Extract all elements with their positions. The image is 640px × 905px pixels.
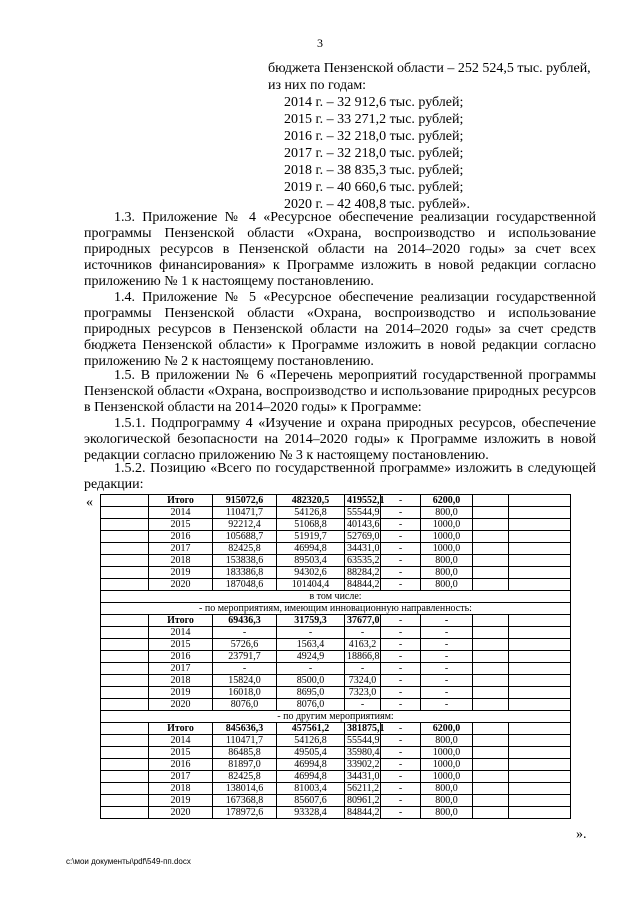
table-cell-empty — [473, 807, 509, 819]
table-cell-empty — [101, 639, 149, 651]
table-cell: - — [381, 579, 421, 591]
table-cell: - — [381, 759, 421, 771]
table-cell: - — [213, 663, 277, 675]
table-cell: - — [381, 627, 421, 639]
table-cell: - — [381, 615, 421, 627]
budget-table — [100, 494, 571, 819]
table-cell: 187048,6 — [213, 579, 277, 591]
table-cell: - — [381, 639, 421, 651]
table-cell: - — [381, 567, 421, 579]
table-cell-empty — [101, 567, 149, 579]
table-cell-empty — [509, 747, 571, 759]
table-cell-empty — [509, 807, 571, 819]
table-cell: 110471,7 — [213, 507, 277, 519]
table-cell: 37677,0 — [345, 615, 381, 627]
table-cell: 46994,8 — [277, 543, 345, 555]
page-number: 3 — [317, 36, 323, 50]
table-cell-empty — [473, 495, 509, 507]
table-cell: 89503,4 — [277, 555, 345, 567]
table-cell: - — [381, 531, 421, 543]
paragraph-1-5-1 — [84, 416, 596, 464]
table-row — [101, 759, 571, 771]
paragraph-text: 1.4. Приложение № 5 «Ресурсное обеспечение реализации государственной программы Пензенской области «Охрана, воспроизводство и использование природных ресурсов в Пензенской области на 2014–2020 годы» за счет средств бюджета Пензенской области» к Программе изложить в новой редакции согласно приложению № 2 к настоящему постановлению. — [84, 290, 596, 369]
table-row — [101, 627, 571, 639]
table-cell: - — [381, 663, 421, 675]
table-cell-empty — [101, 735, 149, 747]
table-cell: - — [421, 663, 473, 675]
table-cell-empty — [473, 615, 509, 627]
budget-year-line: 2016 г. – 32 218,0 тыс. рублей; — [284, 129, 464, 144]
table-cell: 6200,0 — [421, 723, 473, 735]
table-cell: 8076,0 — [277, 699, 345, 711]
table-cell: 381875,1 — [345, 723, 381, 735]
table-cell-empty — [509, 795, 571, 807]
table-cell: 82425,8 — [213, 771, 277, 783]
table-cell: 40143,6 — [345, 519, 381, 531]
table-cell-empty — [509, 663, 571, 675]
table-row-label: 2016 — [149, 531, 213, 543]
table-cell-empty — [473, 567, 509, 579]
table-row-label: 2020 — [149, 579, 213, 591]
table-section-caption: - по другим мероприятиям: — [101, 711, 571, 723]
table-cell-empty — [101, 519, 149, 531]
table-section-row — [101, 711, 571, 723]
table-cell: - — [381, 543, 421, 555]
table-cell-empty — [101, 495, 149, 507]
table-cell: 8076,0 — [213, 699, 277, 711]
paragraph-text: 1.5.2. Позицию «Всего по государственной программе» изложить в следующей редакции: — [84, 461, 596, 492]
table-cell-empty — [101, 759, 149, 771]
table-cell-empty — [473, 747, 509, 759]
table-cell-empty — [509, 519, 571, 531]
table-cell: 101404,4 — [277, 579, 345, 591]
table-cell: 457561,2 — [277, 723, 345, 735]
table-cell-empty — [101, 687, 149, 699]
paragraph-1-3 — [84, 210, 596, 290]
table-cell: 183386,8 — [213, 567, 277, 579]
table-row-label: Итого — [149, 615, 213, 627]
table-cell-empty — [473, 687, 509, 699]
table-cell: - — [381, 495, 421, 507]
table-cell-empty — [473, 519, 509, 531]
table-cell: 482320,5 — [277, 495, 345, 507]
table-cell: 56211,2 — [345, 783, 381, 795]
table-cell: 800,0 — [421, 807, 473, 819]
table-row — [101, 699, 571, 711]
table-row-label: 2020 — [149, 807, 213, 819]
table-row — [101, 807, 571, 819]
table-cell-empty — [509, 567, 571, 579]
table-row-label: Итого — [149, 495, 213, 507]
budget-year-line: 2019 г. – 40 660,6 тыс. рублей; — [284, 180, 464, 195]
table-cell-empty — [473, 507, 509, 519]
table-cell: 81897,0 — [213, 759, 277, 771]
table-cell: 915072,6 — [213, 495, 277, 507]
table-cell-empty — [473, 639, 509, 651]
table-cell: 31759,3 — [277, 615, 345, 627]
table-cell: 51068,8 — [277, 519, 345, 531]
table-cell: 800,0 — [421, 555, 473, 567]
table-row — [101, 687, 571, 699]
table-cell: 7323,0 — [345, 687, 381, 699]
table-cell: 94302,6 — [277, 567, 345, 579]
table-row — [101, 519, 571, 531]
table-cell-empty — [509, 507, 571, 519]
table-row-label: 2014 — [149, 507, 213, 519]
table-cell: - — [345, 663, 381, 675]
table-cell: - — [421, 615, 473, 627]
table-row-label: 2019 — [149, 687, 213, 699]
budget-year-line: 2014 г. – 32 912,6 тыс. рублей; — [284, 95, 464, 110]
table-cell: - — [277, 663, 345, 675]
table-row — [101, 783, 571, 795]
table-cell: 1000,0 — [421, 759, 473, 771]
table-cell: - — [381, 675, 421, 687]
paragraph-text: 1.5.1. Подпрограмму 4 «Изучение и охрана природных ресурсов, обеспечение экологической безопасности на 2014–2020 годы» к Программе изложить в новой редакции согласно приложению № 3 к настоящему постановлению. — [84, 416, 596, 463]
table-cell: 18866,8 — [345, 651, 381, 663]
table-cell: - — [345, 699, 381, 711]
table-row-label: 2016 — [149, 759, 213, 771]
table-row-label: 2016 — [149, 651, 213, 663]
paragraph-1-4 — [84, 290, 596, 370]
table-row-label: 2019 — [149, 567, 213, 579]
table-cell: 46994,8 — [277, 759, 345, 771]
table-row — [101, 555, 571, 567]
table-cell-empty — [473, 759, 509, 771]
table-row — [101, 615, 571, 627]
table-cell: 1000,0 — [421, 747, 473, 759]
table-cell-empty — [509, 543, 571, 555]
budget-year-line: 2018 г. – 38 835,3 тыс. рублей; — [284, 163, 464, 178]
table-cell: 52769,0 — [345, 531, 381, 543]
table-cell: 55544,9 — [345, 735, 381, 747]
paragraph-1-5 — [84, 368, 596, 416]
table-row-label: 2014 — [149, 627, 213, 639]
table-cell-empty — [509, 759, 571, 771]
table-cell: 82425,8 — [213, 543, 277, 555]
table-cell-empty — [101, 783, 149, 795]
paragraph-text: 1.5. В приложении № 6 «Перечень мероприятий государственной программы Пензенской области «Охрана, воспроизводство и использование природных ресурсов в Пензенской области на 2014–2020 годы» к Программе: — [84, 368, 596, 415]
table-cell: 92212,4 — [213, 519, 277, 531]
budget-year-line: 2020 г. – 42 408,8 тыс. рублей». — [284, 197, 470, 212]
table-cell: 1563,4 — [277, 639, 345, 651]
table-cell: 85607,6 — [277, 795, 345, 807]
table-row — [101, 735, 571, 747]
table-cell: 800,0 — [421, 735, 473, 747]
table-cell-empty — [101, 699, 149, 711]
table-cell-empty — [473, 531, 509, 543]
file-path-footer: c:\мои документы\pdf\549-пп.docx — [66, 857, 191, 866]
table-row-label: 2017 — [149, 771, 213, 783]
table-cell: 1000,0 — [421, 519, 473, 531]
quote-open: « — [86, 495, 93, 510]
table-cell: 46994,8 — [277, 771, 345, 783]
table-cell-empty — [509, 771, 571, 783]
table-cell: 110471,7 — [213, 735, 277, 747]
table-cell-empty — [509, 651, 571, 663]
table-cell: - — [421, 687, 473, 699]
table-row — [101, 639, 571, 651]
budget-year-line: 2017 г. – 32 218,0 тыс. рублей; — [284, 146, 464, 161]
table-cell: 34431,0 — [345, 771, 381, 783]
table-cell: 4924,9 — [277, 651, 345, 663]
table-cell: - — [381, 699, 421, 711]
table-cell: - — [381, 519, 421, 531]
table-cell-empty — [101, 795, 149, 807]
table-cell-empty — [473, 723, 509, 735]
table-cell-empty — [509, 555, 571, 567]
table-cell-empty — [509, 579, 571, 591]
table-cell-empty — [509, 675, 571, 687]
table-cell: 86485,8 — [213, 747, 277, 759]
table-cell-empty — [101, 723, 149, 735]
table-cell: 33902,2 — [345, 759, 381, 771]
table-cell-empty — [473, 795, 509, 807]
table-cell-empty — [509, 639, 571, 651]
table-row-label: 2019 — [149, 795, 213, 807]
table-cell: - — [381, 555, 421, 567]
table-row-label: 2015 — [149, 639, 213, 651]
table-row — [101, 543, 571, 555]
table-cell: 54126,8 — [277, 735, 345, 747]
table-row — [101, 747, 571, 759]
table-row — [101, 675, 571, 687]
table-row — [101, 723, 571, 735]
table-cell: - — [381, 807, 421, 819]
table-cell: 8500,0 — [277, 675, 345, 687]
table-cell: 34431,0 — [345, 543, 381, 555]
table-cell-empty — [101, 771, 149, 783]
table-cell-empty — [101, 543, 149, 555]
table-cell-empty — [473, 579, 509, 591]
table-row — [101, 795, 571, 807]
table-cell: 178972,6 — [213, 807, 277, 819]
table-cell-empty — [101, 651, 149, 663]
table-cell-empty — [473, 675, 509, 687]
table-cell-empty — [101, 531, 149, 543]
table-cell: 7324,0 — [345, 675, 381, 687]
table-row-label: 2020 — [149, 699, 213, 711]
table-cell: 105688,7 — [213, 531, 277, 543]
table-cell: - — [381, 783, 421, 795]
table-cell: 69436,3 — [213, 615, 277, 627]
table-cell: - — [381, 735, 421, 747]
paragraph-text: 1.3. Приложение № 4 «Ресурсное обеспечение реализации государственной программы Пензенской области «Охрана, воспроизводство и использование природных ресурсов в Пензенской области на 2014–2020 годы» за счет всех источников финансирования» к Программе изложить в новой редакции согласно приложению № 1 к настоящему постановлению. — [84, 210, 596, 289]
table-cell: 167368,8 — [213, 795, 277, 807]
table-row-label: 2014 — [149, 735, 213, 747]
table-cell: - — [421, 699, 473, 711]
table-cell: 15824,0 — [213, 675, 277, 687]
table-cell: - — [381, 507, 421, 519]
table-cell-empty — [473, 783, 509, 795]
table-cell: 153838,6 — [213, 555, 277, 567]
table-cell-empty — [509, 687, 571, 699]
table-section-caption: - по мероприятиям, имеющим инновационную направленность: — [101, 603, 571, 615]
table-cell: 138014,6 — [213, 783, 277, 795]
table-cell: 35980,4 — [345, 747, 381, 759]
table-cell-empty — [101, 507, 149, 519]
table-cell: 6200,0 — [421, 495, 473, 507]
table-cell: 93328,4 — [277, 807, 345, 819]
table-cell: 5726,6 — [213, 639, 277, 651]
table-cell: 88284,2 — [345, 567, 381, 579]
table-cell: - — [421, 675, 473, 687]
table-section-row — [101, 603, 571, 615]
table-cell-empty — [101, 675, 149, 687]
table-cell: - — [381, 795, 421, 807]
table-cell: 49505,4 — [277, 747, 345, 759]
table-cell: 800,0 — [421, 579, 473, 591]
table-cell-empty — [509, 615, 571, 627]
table-row-label: 2018 — [149, 783, 213, 795]
table-row-label: 2018 — [149, 675, 213, 687]
table-cell-empty — [473, 543, 509, 555]
table-cell-empty — [101, 615, 149, 627]
table-cell: - — [381, 687, 421, 699]
table-cell-empty — [101, 807, 149, 819]
table-cell: - — [277, 627, 345, 639]
table-cell-empty — [509, 627, 571, 639]
table-cell-empty — [101, 747, 149, 759]
table-cell: 63535,2 — [345, 555, 381, 567]
table-cell: 23791,7 — [213, 651, 277, 663]
table-cell-empty — [473, 651, 509, 663]
table-cell: 800,0 — [421, 795, 473, 807]
table-row-label: 2015 — [149, 519, 213, 531]
table-cell-empty — [473, 555, 509, 567]
budget-summary — [268, 60, 591, 213]
table-cell: - — [421, 627, 473, 639]
table-cell: 1000,0 — [421, 543, 473, 555]
table-cell: 84844,2 — [345, 807, 381, 819]
table-row-label: 2017 — [149, 663, 213, 675]
table-cell: 419552,1 — [345, 495, 381, 507]
table-cell: 845636,3 — [213, 723, 277, 735]
table-cell-empty — [509, 783, 571, 795]
table-row — [101, 771, 571, 783]
table-cell: - — [381, 771, 421, 783]
table-row-label: 2017 — [149, 543, 213, 555]
table-cell-empty — [509, 699, 571, 711]
table-cell: 54126,8 — [277, 507, 345, 519]
table-cell: 8695,0 — [277, 687, 345, 699]
table-row — [101, 495, 571, 507]
table-cell: 800,0 — [421, 567, 473, 579]
table-cell-empty — [101, 555, 149, 567]
table-cell-empty — [473, 735, 509, 747]
budget-intro-line: бюджета Пензенской области – 252 524,5 тыс. рублей, — [268, 61, 591, 76]
budget-year-line: 2015 г. – 33 271,2 тыс. рублей; — [284, 112, 464, 127]
table-cell: 800,0 — [421, 783, 473, 795]
table-section-caption: в том числе: — [101, 591, 571, 603]
table-cell-empty — [101, 663, 149, 675]
table-cell-empty — [101, 627, 149, 639]
budget-intro-line: из них по годам: — [268, 78, 367, 93]
table-cell: 55544,9 — [345, 507, 381, 519]
table-cell: - — [381, 651, 421, 663]
table-cell: - — [421, 639, 473, 651]
table-cell-empty — [509, 723, 571, 735]
table-cell: 1000,0 — [421, 771, 473, 783]
table-cell-empty — [473, 699, 509, 711]
table-row — [101, 663, 571, 675]
table-row — [101, 579, 571, 591]
table-cell: - — [345, 627, 381, 639]
table-cell: - — [213, 627, 277, 639]
table-cell: 81003,4 — [277, 783, 345, 795]
table-cell-empty — [509, 735, 571, 747]
table-cell-empty — [101, 579, 149, 591]
table-cell: 4163,2 — [345, 639, 381, 651]
table-cell: - — [381, 747, 421, 759]
table-row — [101, 531, 571, 543]
table-row — [101, 567, 571, 579]
paragraph-1-5-2 — [84, 461, 596, 493]
table-cell: 800,0 — [421, 507, 473, 519]
table-cell: 16018,0 — [213, 687, 277, 699]
quote-close: ». — [576, 827, 587, 842]
table-cell-empty — [509, 495, 571, 507]
table-cell-empty — [509, 531, 571, 543]
table-cell: 1000,0 — [421, 531, 473, 543]
table-section-row — [101, 591, 571, 603]
table-row — [101, 507, 571, 519]
table-row-label: Итого — [149, 723, 213, 735]
table-row — [101, 651, 571, 663]
table-cell-empty — [473, 771, 509, 783]
table-cell: 84844,2 — [345, 579, 381, 591]
table-cell: 80961,2 — [345, 795, 381, 807]
table-cell-empty — [473, 663, 509, 675]
table-cell: - — [421, 651, 473, 663]
table-row-label: 2018 — [149, 555, 213, 567]
table-row-label: 2015 — [149, 747, 213, 759]
table-cell: 51919,7 — [277, 531, 345, 543]
table-cell: - — [381, 723, 421, 735]
table-cell-empty — [473, 627, 509, 639]
